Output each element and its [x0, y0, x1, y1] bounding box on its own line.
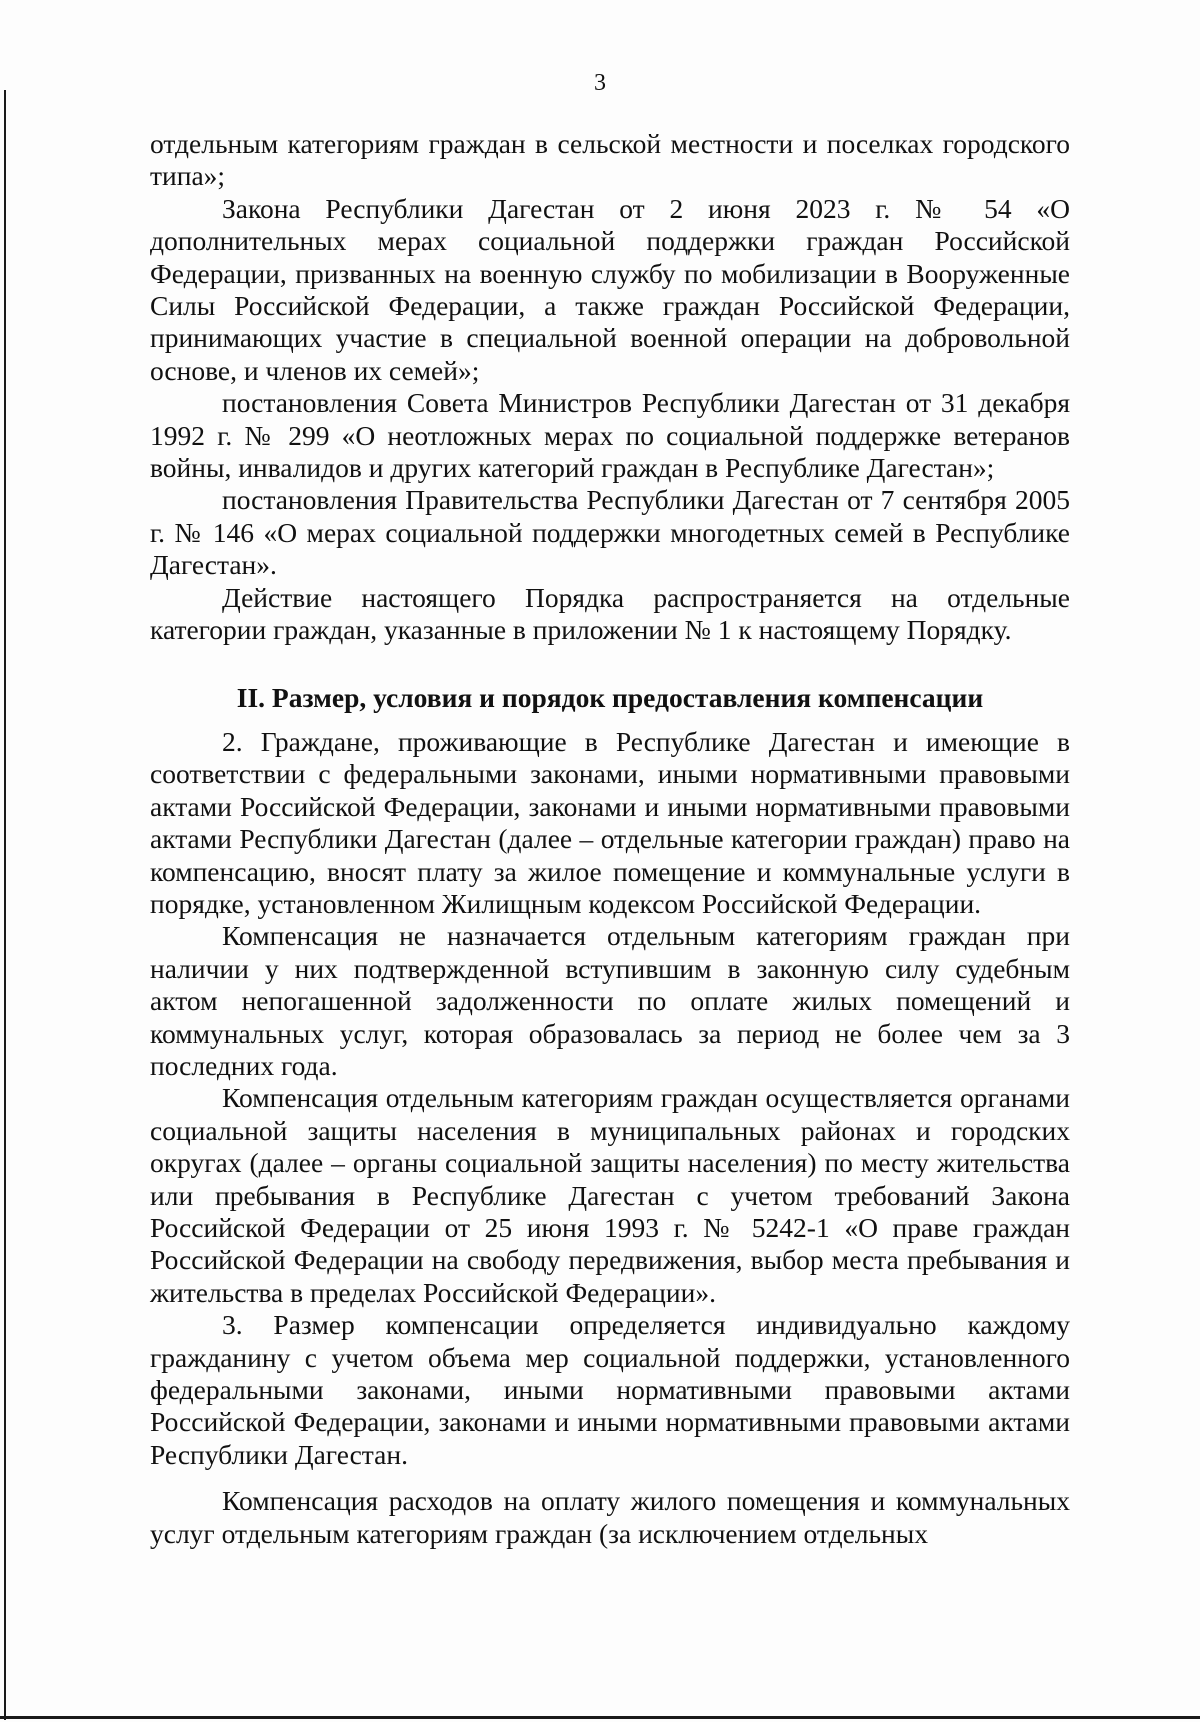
paragraph-continuation: отдельным категориям граждан в сельской местности и поселках городского типа»; [150, 128, 1070, 192]
paragraph-compensation-expenses: Компенсация расходов на оплату жилого помещения и коммунальных услуг отдельным категориям граждан (за исключением отдельных [150, 1485, 1070, 1549]
paragraph-resolution-299: постановления Совета Министров Республики Дагестан от 31 декабря 1992 г. № 299 «О неотложных мерах по социальной поддержке ветеранов войны, инвалидов и других категорий граждан в Республике Дагестан»; [150, 387, 1070, 484]
scan-border-left [4, 90, 6, 1720]
document-body [150, 128, 1070, 1550]
paragraph-scope: Действие настоящего Порядка распространяется на отдельные категории граждан, указанные в приложении № 1 к настоящему Порядку. [150, 581, 1070, 646]
paragraph-resolution-146: постановления Правительства Республики Дагестан от 7 сентября 2005 г. № 146 «О мерах социальной поддержки многодетных семей в Республике Дагестан». [150, 484, 1070, 581]
paragraph-social-protection-bodies: Компенсация отдельным категориям граждан осуществляется органами социальной защиты населения в муниципальных районах и городских округах (далее – органы социальной защиты населения) по месту жительства или пребывания в Республике Дагестан с учетом требований Закона Российской Федерации от 25 июня 1993 г. № 5242-1 «О праве граждан Российской Федерации на свободу передвижения, выбор места пребывания и жительства в пределах Российской Федерации». [150, 1082, 1070, 1308]
paragraph-debt-condition: Компенсация не назначается отдельным категориям граждан при наличии у них подтвержденной вступившим в законную силу судебным актом непогашенной задолженности по оплате жилых помещений и коммунальных услуг, которая образовалась за период не более чем за 3 последних года. [150, 920, 1070, 1081]
page-number: 3 [594, 70, 606, 96]
paragraph-item-2: 2. Граждане, проживающие в Республике Дагестан и имеющие в соответствии с федеральными законами, иными нормативными правовыми актами Российской Федерации, законами и иными нормативными правовыми актами Республики Дагестан (далее – отдельные категории граждан) право на компенсацию, вносят плату за жилое помещение и коммунальные услуги в порядке, установленном Жилищным кодексом Российской Федерации. [150, 725, 1070, 919]
section-heading: II. Размер, условия и порядок предоставления компенсации [236, 681, 984, 713]
scan-border-bottom [0, 1716, 1200, 1719]
paragraph-law-54: Закона Республики Дагестан от 2 июня 2023 г. № 54 «О дополнительных мерах социальной поддержки граждан Российской Федерации, призванных на военную службу по мобилизации в Вооруженные Силы Российской Федерации, а также граждан Российской Федерации, принимающих участие в специальной военной операции на добровольной основе, и членов их семей»; [150, 192, 1070, 386]
paragraph-item-3: 3. Размер компенсации определяется индивидуально каждому гражданину с учетом объема мер социальной поддержки, установленного федеральными законами, иными нормативными правовыми актами Российской Федерации, законами и иными нормативными правовыми актами Республики Дагестан. [150, 1309, 1070, 1470]
